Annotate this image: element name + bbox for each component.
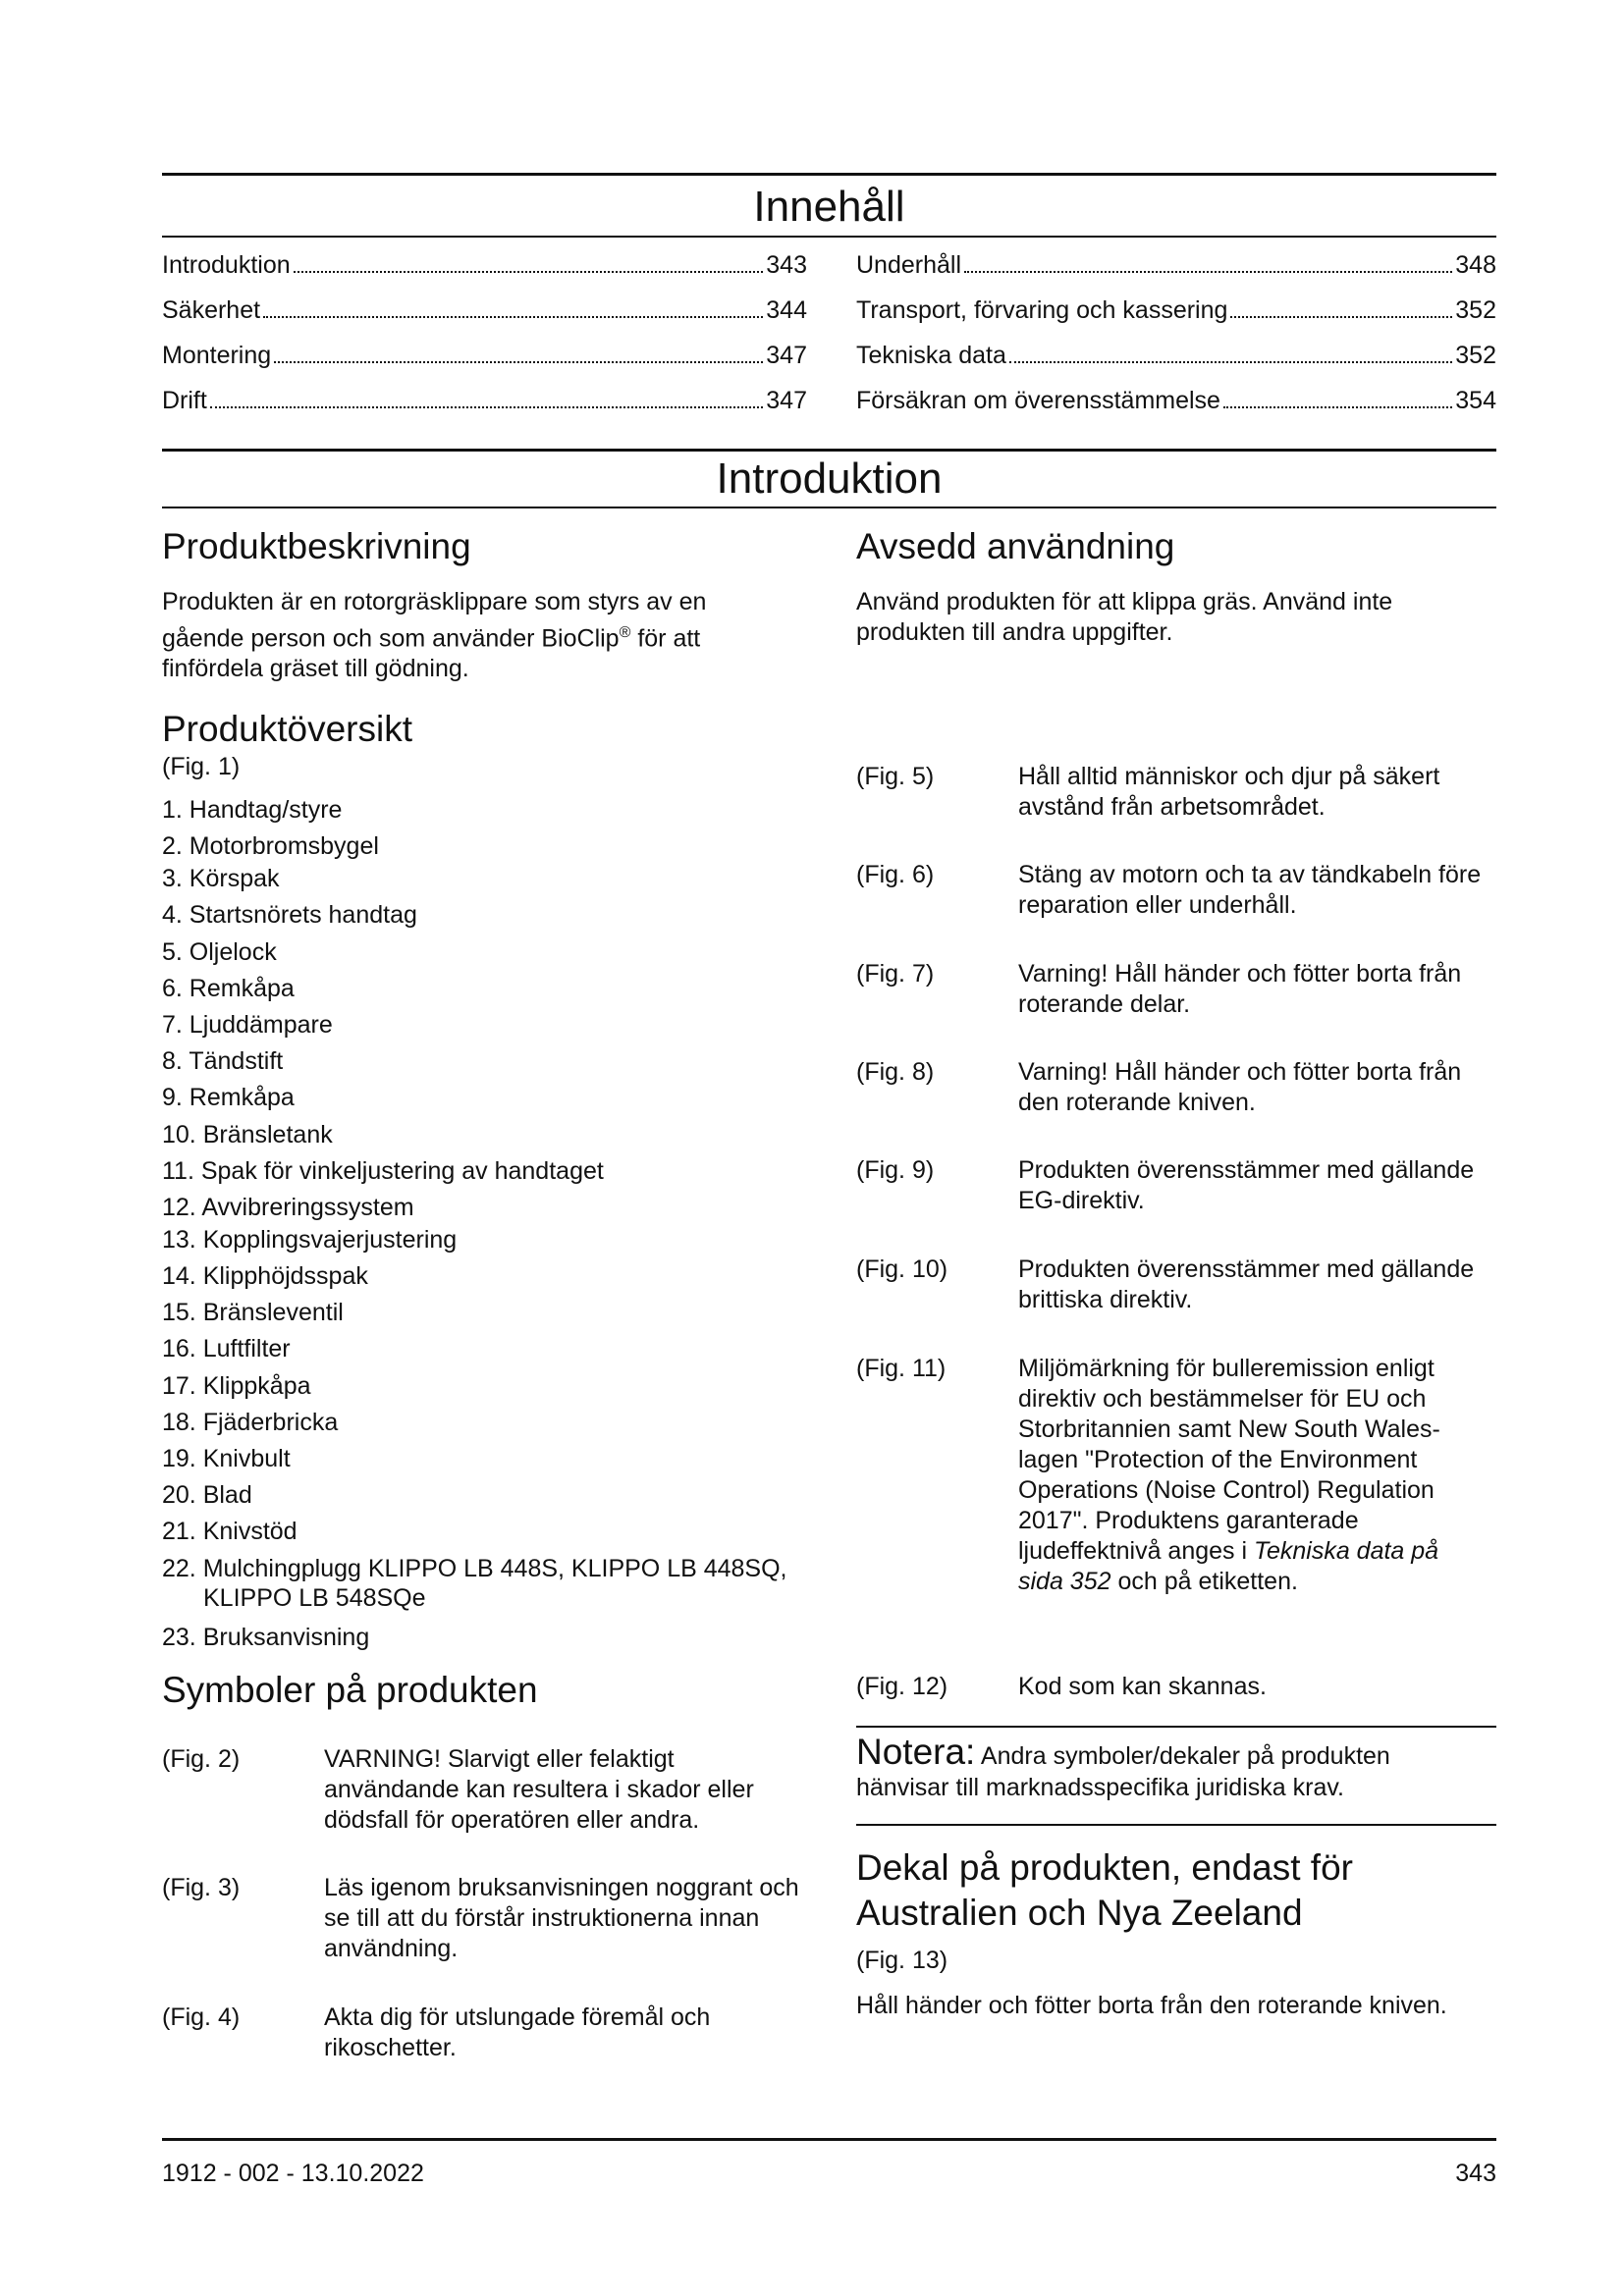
list-item: 16. Luftfilter (162, 1335, 291, 1363)
toc-entry[interactable] (162, 386, 807, 431)
toc-leader-dots (964, 271, 1452, 273)
list-item: 2. Motorbromsbygel (162, 832, 379, 861)
symbol-fig-ref: (Fig. 8) (856, 1058, 935, 1086)
symbol-description: Kod som kan skannas. (1018, 1673, 1267, 1700)
intended-use-text: Använd produkten för att klippa gräs. Använd inte produkten till andra uppgifter. (856, 588, 1393, 646)
decal-fig: (Fig. 13) (856, 1947, 948, 1974)
footer-doc-id: 1912 - 002 - 13.10.2022 (162, 2160, 424, 2187)
product-overview-list (162, 795, 790, 1659)
toc-entry[interactable] (856, 295, 1496, 341)
toc-entry[interactable] (856, 250, 1496, 295)
toc-right-column (856, 250, 1496, 431)
symbol-description: Håll alltid människor och djur på säkert avstånd från arbetsområdet. (1018, 763, 1440, 821)
symbol-fig-ref: (Fig. 2) (162, 1745, 241, 1773)
toc-entry[interactable] (856, 386, 1496, 431)
symbol-description: Produkten överensstämmer med gällande brittiska direktiv. (1018, 1255, 1475, 1313)
toc-entry-page: 343 (766, 251, 807, 279)
intro-heading-rule (162, 507, 1496, 508)
product-overview-title: Produktöversikt (162, 709, 412, 749)
symbol-fig-ref: (Fig. 3) (162, 1874, 241, 1901)
list-item: 17. Klippkåpa (162, 1371, 311, 1400)
symbol-description: Läs igenom bruksanvisningen noggrant och se till att du förstår instruktionerna innan användning. (324, 1874, 799, 1962)
toc-entry-title: Säkerhet (162, 296, 261, 324)
toc-entry[interactable] (162, 341, 807, 386)
toc-heading: Innehåll (753, 183, 905, 231)
list-item: 8. Tändstift (162, 1047, 284, 1076)
toc-leader-dots (210, 406, 763, 408)
product-description-title: Produktbeskrivning (162, 526, 471, 566)
toc-leader-dots (1230, 316, 1452, 318)
list-item: 10. Bränsletank (162, 1120, 333, 1148)
symbol-fig-ref: (Fig. 10) (856, 1255, 948, 1283)
toc-leader-dots (1223, 406, 1452, 408)
note-bottom-rule (856, 1824, 1496, 1826)
toc-top-rule (162, 173, 1496, 176)
list-item: 11. Spak för vinkeljustering av handtaget (162, 1156, 604, 1185)
list-item: 6. Remkåpa (162, 974, 295, 1002)
symbol-fig-ref: (Fig. 11) (856, 1355, 947, 1382)
list-item: 1. Handtag/styre (162, 796, 343, 824)
toc-entry-title: Transport, förvaring och kassering (856, 296, 1228, 324)
symbol-fig-ref: (Fig. 4) (162, 2003, 241, 2031)
list-item: 15. Bränsleventil (162, 1299, 344, 1327)
symbol-description: Stäng av motorn och ta av tändkabeln före reparation eller underhåll. (1018, 861, 1482, 919)
symbol-fig-ref: (Fig. 6) (856, 861, 935, 888)
toc-entry[interactable] (856, 341, 1496, 386)
intro-top-rule (162, 449, 1496, 452)
registered-mark: ® (619, 624, 631, 641)
toc-heading-rule (162, 236, 1496, 238)
symbol-fig-ref: (Fig. 7) (856, 960, 935, 988)
toc-entry-page: 352 (1455, 342, 1496, 369)
cross-reference-link[interactable]: Tekniska data på sida 352 (1018, 1537, 1439, 1595)
symbol-description-text-after: och på etiketten. (1110, 1568, 1298, 1595)
list-item: 5. Oljelock (162, 937, 277, 966)
list-item: 23. Bruksanvisning (162, 1623, 370, 1651)
list-item: 9. Remkåpa (162, 1084, 295, 1112)
list-item (162, 1554, 790, 1623)
list-item: 19. Knivbult (162, 1445, 291, 1472)
toc-entry-title: Tekniska data (856, 342, 1006, 369)
list-item-text: 22. Mulchingplugg KLIPPO LB 448S, KLIPPO LB 448SQ, KLIPPO LB 548SQe (162, 1554, 787, 1612)
toc-entry-page: 354 (1455, 387, 1496, 414)
symbol-fig-ref: (Fig. 12) (856, 1673, 948, 1700)
list-item: 18. Fjäderbricka (162, 1408, 339, 1436)
note-text: Andra symboler/dekaler på produkten hänvisar till marknadsspecifika juridiska krav. (856, 1742, 1390, 1801)
product-description-text-part1: Produkten är en rotorgräsklippare som styrs av en gående person och som använder BioClip (162, 588, 707, 653)
note-top-rule (856, 1726, 1496, 1728)
toc-left-column (162, 250, 807, 431)
symbol-description-text: Miljömärkning för bulleremission enligt direktiv och bestämmelser för EU och Storbritannien samt New South Wales-lagen "Protection of the Environment Operations (Noise Control) Regulation 2017". Produktens garanterade ljudeffektnivå anges i (1018, 1355, 1440, 1565)
toc-entry[interactable] (162, 250, 807, 295)
list-item: 14. Klipphöjdsspak (162, 1262, 368, 1291)
symbol-fig-ref: (Fig. 5) (856, 763, 935, 790)
symbol-description: VARNING! Slarvigt eller felaktigt användande kan resultera i skador eller dödsfall för operatören eller andra. (324, 1745, 754, 1834)
footer-rule (162, 2138, 1496, 2141)
toc-entry-page: 347 (766, 342, 807, 369)
toc-leader-dots (263, 316, 763, 318)
list-item: 20. Blad (162, 1481, 252, 1510)
list-item: 4. Startsnörets handtag (162, 901, 417, 930)
toc-leader-dots (1009, 361, 1452, 363)
product-description-text-part2: för att finfördela gräset till gödning. (162, 624, 701, 683)
intro-heading: Introduktion (716, 454, 943, 503)
list-item: 7. Ljuddämpare (162, 1010, 333, 1039)
toc-entry-page: 352 (1455, 296, 1496, 324)
list-item: 3. Körspak (162, 865, 280, 893)
list-item: 13. Kopplingsvajerjustering (162, 1225, 458, 1254)
toc-entry-title: Försäkran om överensstämmelse (856, 387, 1220, 414)
symbol-description: Produkten överensstämmer med gällande EG-direktiv. (1018, 1156, 1475, 1214)
symbols-title: Symboler på produkten (162, 1670, 538, 1710)
toc-entry-page: 347 (766, 387, 807, 414)
toc-entry-title: Drift (162, 387, 207, 414)
toc-entry-page: 344 (766, 296, 807, 324)
footer-page-number: 343 (1455, 2160, 1496, 2187)
decal-text: Håll händer och fötter borta från den roterande kniven. (856, 1992, 1447, 2019)
symbol-fig-ref: (Fig. 9) (856, 1156, 935, 1184)
product-overview-fig: (Fig. 1) (162, 753, 241, 780)
decal-title: Dekal på produkten, endast för Australien och Nya Zeeland (856, 1847, 1353, 1933)
toc-leader-dots (274, 361, 763, 363)
note-block (856, 1732, 1485, 1803)
toc-entry[interactable] (162, 295, 807, 341)
product-description-text (162, 587, 751, 684)
symbol-description: Varning! Håll händer och fötter borta från roterande delar. (1018, 960, 1462, 1018)
list-item: 12. Avvibreringssystem (162, 1193, 414, 1221)
symbol-description: Akta dig för utslungade föremål och rikoschetter. (324, 2003, 711, 2061)
toc-entry-title: Montering (162, 342, 272, 369)
symbol-description (1018, 1354, 1489, 1597)
list-item: 21. Knivstöd (162, 1518, 298, 1546)
toc-entry-title: Introduktion (162, 251, 291, 279)
toc-entry-page: 348 (1455, 251, 1496, 279)
note-label: Notera: (856, 1732, 976, 1772)
symbol-description: Varning! Håll händer och fötter borta från den roterande kniven. (1018, 1058, 1462, 1116)
toc-entry-title: Underhåll (856, 251, 962, 279)
intended-use-title: Avsedd användning (856, 526, 1175, 566)
toc-leader-dots (294, 271, 764, 273)
